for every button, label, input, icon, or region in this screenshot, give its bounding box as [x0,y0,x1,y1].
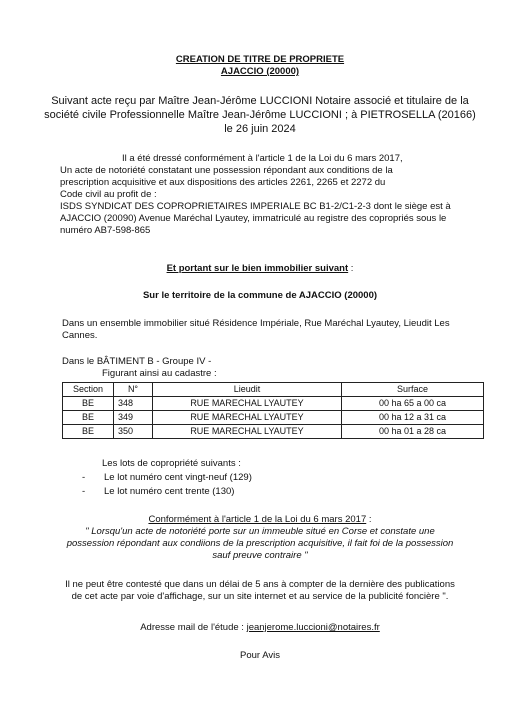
number-cell: 348 [114,397,153,411]
deed-line-5: ISDS SYNDICAT DES COPROPRIETAIRES IMPERIALE BC B1-2/C1-2-3 dont le siège est à [60,201,451,212]
quote-line-2: possession répondant aux condiions de la prescription acquisitive, il fait foi de la possession [66,538,454,549]
intro-line-2: société civile Professionnelle Maître Jean-Jérôme LUCCIONI ; à PIETROSELLA (20166) [44,109,476,121]
law-heading-suffix: : [366,514,372,525]
property-description [62,318,482,342]
property-heading-suffix: : [348,263,354,274]
intro-line-1: Suivant acte reçu par Maître Jean-Jérôme LUCCIONI Notaire associé et titulaire de la [51,95,469,107]
column-header: N° [114,383,153,397]
lots-heading: Les lots de copropriété suivants : [102,458,241,469]
pour-avis: Pour Avis [240,650,280,661]
lieudit-cell: RUE MARECHAL LYAUTEY [153,411,342,425]
number-cell: 349 [114,411,153,425]
commune-heading: Sur le territoire de la commune de AJACCIO (20000) [142,290,378,301]
table-row [63,397,484,411]
list-item: - Le lot numéro cent trente (130) [82,486,252,500]
section-cell: BE [63,425,114,439]
notice-subtitle: AJACCIO (20000) [220,66,300,77]
number-cell: 350 [114,425,153,439]
quote-line-1: " Lorsqu'un acte de notoriété porte sur un immeuble situé en Corse et constate une [85,526,435,537]
deed-line-7: numéro AB7-598-865 [60,225,151,236]
column-header: Lieudit [153,383,342,397]
area-cell: 00 ha 65 a 00 ca [342,397,484,411]
description-line-1: Dans un ensemble immobilier situé Résidence Impériale, Rue Maréchal Lyautey, Lieudit Les [62,318,450,329]
deed-paragraph [60,153,488,237]
area-cell: 00 ha 01 a 28 ca [342,425,484,439]
table-header-row [63,383,484,397]
intro-paragraph [40,94,480,136]
deed-line-1: Il a été dressé conformément à l'article 1 de la Loi du 6 mars 2017, [122,153,403,164]
email-link[interactable]: jeanjerome.luccioni@notaires.fr [246,622,380,633]
lieudit-cell: RUE MARECHAL LYAUTEY [153,397,342,411]
law-heading-text: Conformément à l'article 1 de la Loi du 6 mars 2017 [148,514,367,525]
cadastre-table [62,382,484,439]
section-cell: BE [63,397,114,411]
table-row [63,411,484,425]
lieudit-cell: RUE MARECHAL LYAUTEY [153,425,342,439]
quote-line-3: sauf preuve contraire " [212,550,308,561]
deed-line-3: prescription acquisitive et aux dispositions des articles 2261, 2265 et 2272 du [60,177,386,188]
law-heading [0,514,520,526]
column-header: Surface [342,383,484,397]
deed-line-4: Code civil au profit de : [60,189,157,200]
lots-list [82,472,252,500]
column-header: Section [63,383,114,397]
notice-title: CREATION DE TITRE DE PROPRIETE [175,54,345,65]
section-cell: BE [63,411,114,425]
deed-line-6: AJACCIO (20090) Avenue Maréchal Lyautey, immatriculé au registre des copropriés sous le [60,213,447,224]
email-line [0,622,520,634]
intro-line-3: le 26 juin 2024 [224,123,296,135]
property-heading [0,263,520,275]
building-label: Dans le BÂTIMENT B - Groupe IV - [62,356,212,367]
deed-line-2: Un acte de notoriété constatant une possession répondant aux conditions de la [60,165,393,176]
description-line-2: Cannes. [62,330,98,341]
area-cell: 00 ha 12 a 31 ca [342,411,484,425]
contest-line-2: de cet acte par voie d'affichage, sur un site internet et au service de la publicité foncière ". [71,591,449,602]
contest-paragraph [28,579,492,603]
contest-line-1: Il ne peut être contesté que dans un délai de 5 ans à compter de la dernière des publications [65,579,455,590]
email-label: Adresse mail de l'étude : [140,622,247,633]
cadastre-label: Figurant ainsi au cadastre : [102,368,217,379]
list-item: - Le lot numéro cent vingt-neuf (129) [82,472,252,486]
law-quote [60,526,460,562]
table-row [63,425,484,439]
property-heading-text: Et portant sur le bien immobilier suivant [166,263,349,274]
